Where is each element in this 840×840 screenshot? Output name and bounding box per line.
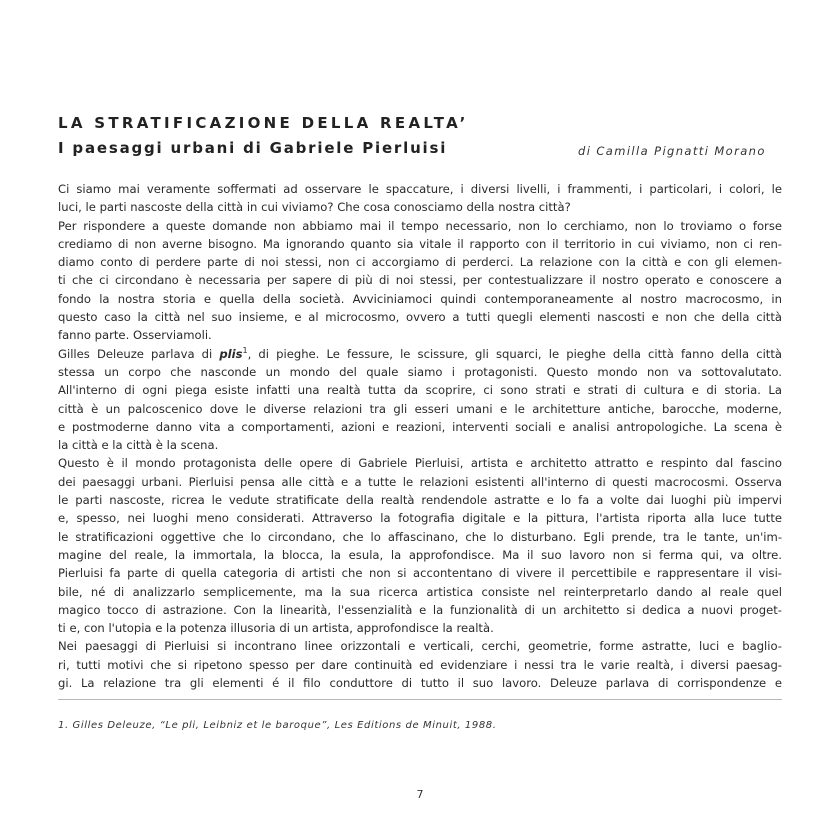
body-line: città è un palcoscenico dove le diverse relazioni tra gli esseri umani e le architetture antiche, barocche, moderne, (58, 401, 782, 416)
article-author: di Camilla Pignatti Morano (578, 144, 766, 158)
article-subtitle: I paesaggi urbani di Gabriele Pierluisi (58, 139, 448, 157)
body-line: le parti nascoste, ricrea le vedute stratificate della realtà rendendole astratte e lo fa a volte dai luoghi più impervi (58, 493, 782, 508)
body-line-plis (58, 345, 782, 363)
body-line: la città e la città è la scena. (58, 438, 219, 453)
body-line: questo caso la città nel suo insieme, e al microcosmo, ovvero a tutti quegli elementi nascosti e non che della città (58, 310, 782, 325)
page-number: 7 (416, 788, 424, 801)
body-line: ri, tutti motivi che si ripetono spesso per dare continuità ed evidenziare i nessi tra le varie realtà, i diversi paesag- (58, 657, 782, 672)
body-line: crediamo di non averne bisogno. Ma ignorando quanto sia vitale il rapporto con il territorio in cui viviamo, non ci ren- (58, 236, 782, 251)
body-line: stessa un corpo che nasconde un mondo del quale siamo i protagonisti. Questo mondo non va sottovalutato. (58, 364, 782, 379)
body-line: bile, né di analizzarlo semplicemente, ma la sua ricerca artistica consiste nel reinterpretarlo dando al reale quel (58, 584, 782, 599)
plis-after: , di pieghe. Le fessure, le scissure, gli squarci, le pieghe della città fanno della città (247, 346, 782, 361)
body-line: fondo la nostra storia e quella della società. Avviciniamoci quindi contemporaneamente al nostro macrocosmo, in (58, 291, 782, 306)
footnote: 1. Gilles Deleuze, “Le pli, Leibniz et le baroque”, Les Editions de Minuit, 1988. (58, 720, 497, 731)
plis-term: plis (219, 346, 243, 361)
body-line: Ci siamo mai veramente soffermati ad osservare le spaccature, i diversi livelli, i frammenti, i particolari, i colori, le (58, 182, 782, 196)
body-line: Questo è il mondo protagonista delle opere di Gabriele Pierluisi, artista e architetto attratto e respinto dal fascino (58, 456, 782, 471)
body-line: gi. La relazione tra gli elementi é il filo conduttore di tutto il suo lavoro. Deleuze parlava di corrispondenze e (58, 676, 782, 691)
body-line: Pierluisi fa parte di quella categoria di artisti che non si accontentano di vivere il percettibile e rappresentare il visi- (58, 566, 782, 581)
body-line: All'interno di ogni piega esiste infatti una realtà tutta da scoprire, ci sono strati e strati di cultura e di storia. La (58, 383, 782, 398)
plis-before: Gilles Deleuze parlava di (58, 346, 220, 361)
body-line: fanno parte. Osserviamoli. (58, 328, 212, 343)
footnote-divider (58, 699, 782, 700)
body-line: ti e, con l'utopia e la potenza illusoria di un artista, approfondisce la realtà. (58, 621, 494, 636)
article-body (58, 180, 782, 692)
body-line: Per rispondere a queste domande non abbiamo mai il tempo necessario, non lo cerchiamo, non lo troviamo o forse (58, 218, 782, 233)
body-line: Nei paesaggi di Pierluisi si incontrano linee orizzontali e verticali, cerchi, geometrie, forme astratte, luci e baglio- (58, 639, 782, 654)
body-line: e postmoderne danno vita a comportamenti, azioni e reazioni, interventi sociali e analisi antropologiche. La scena è (58, 419, 782, 434)
body-line: magine del reale, la immortala, la blocca, la esula, la approfondisce. Ma il suo lavoro non si ferma qui, va oltre. (58, 547, 782, 562)
body-line: e, spesso, nei luoghi meno considerati. Attraverso la fotografia digitale e la pittura, l'artista riporta alla luce tutte (58, 511, 782, 526)
body-line: luci, le parti nascoste della città in cui viviamo? Che cosa conosciamo della nostra città? (58, 200, 571, 215)
footnote-ref: 1 (242, 345, 248, 355)
body-line: dei paesaggi urbani. Pierluisi pensa alle città e a tutte le relazioni esistenti all'interno di questi macrocosmi. Osserva (58, 474, 782, 489)
article-title: LA STRATIFICAZIONE DELLA REALTA’ (58, 114, 469, 132)
body-line: le stratificazioni oggettive che lo circondano, che lo affascinano, che lo disturbano. Egli prende, tra le tante, un'im- (58, 529, 782, 544)
body-line: magico tocco di astrazione. Con la linearità, l'essenzialità e la funzionalità di un architetto si dedica a nuovi proget- (58, 602, 782, 617)
body-line: ti che ci circondano è necessaria per sapere di più di noi stessi, per contestualizzare il nostro operato e conoscere a (58, 273, 782, 288)
body-line: diamo conto di perdere parte di noi stessi, non ci accorgiamo di perderci. La relazione con la città e con gli elemen- (58, 255, 782, 270)
